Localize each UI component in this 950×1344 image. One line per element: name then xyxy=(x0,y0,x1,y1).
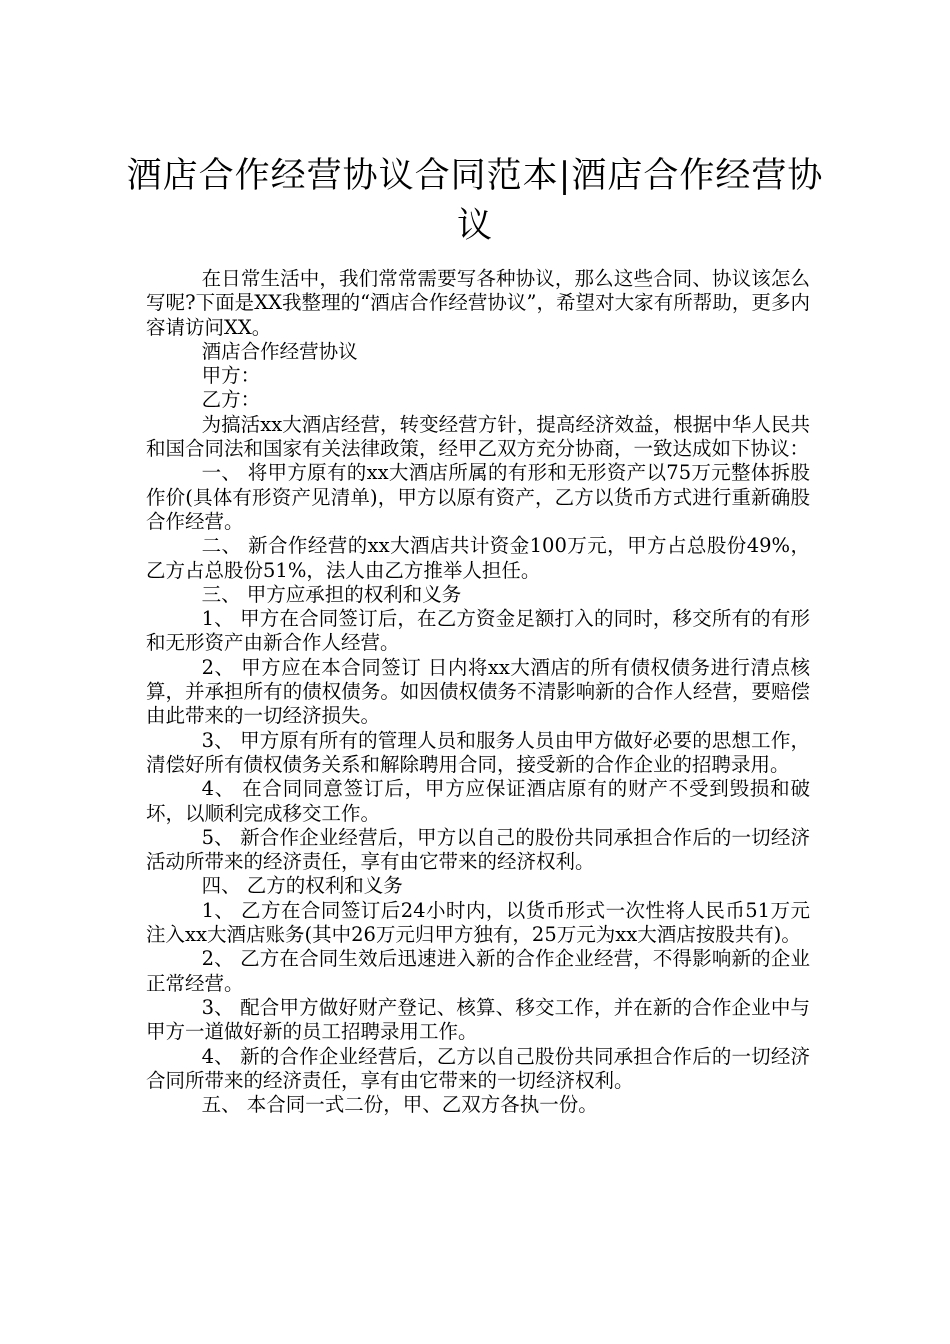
paragraph-agreement-name: 酒店合作经营协议 xyxy=(201,339,358,363)
clause-4-heading: 四、 乙方的权利和义务 xyxy=(201,874,403,898)
paragraph-intro: 在日常生活中，我们常常需要写各种协议，那么这些合同、协议该怎么写呢?下面是XX我整理的“酒店合作经营协议”，希望对大家有所帮助，更多内容请访问XX。 xyxy=(146,267,810,339)
clause-4-item-3: 3、 配合甲方做好财产登记、核算、移交工作，并在新的合作企业中与甲方一道做好新的员工招聘录用工作。 xyxy=(146,995,810,1044)
clause-3-heading: 三、 甲方应承担的权利和义务 xyxy=(201,582,462,606)
clause-3-item-3: 3、 甲方原有所有的管理人员和服务人员由甲方做好必要的思想工作，清偿好所有债权债务关系和解除聘用合同，接受新的合作企业的招聘录用。 xyxy=(146,728,810,776)
clause-2: 二、 新合作经营的xx大酒店共计资金100万元，甲方占总股份49%，乙方占总股份51%，法人由乙方推举人担任。 xyxy=(146,534,810,582)
document-title: 酒店合作经营协议合同范本|酒店合作经营协议 xyxy=(126,156,824,247)
paragraph-party-b: 乙方： xyxy=(201,388,261,412)
clause-3-item-1: 1、 甲方在合同签订后，在乙方资金足额打入的同时，移交所有的有形和无形资产由新合作人经营。 xyxy=(146,607,810,655)
clause-1: 一、 将甲方原有的xx大酒店所属的有形和无形资产以75万元整体拆股作价(具体有形资产见清单)，甲方以原有资产，乙方以货币方式进行重新确股合作经营。 xyxy=(146,461,810,533)
clause-5: 五、 本合同一式二份，甲、乙双方各执一份。 xyxy=(201,1093,598,1117)
clause-3-item-4: 4、 在合同同意签订后，甲方应保证酒店原有的财产不受到毁损和破坏，以顺利完成移交工作。 xyxy=(146,777,810,825)
clause-4-item-1: 1、 乙方在合同签订后24小时内，以货币形式一次性将人民币51万元注入xx大酒店账务(其中26万元归甲方独有，25万元为xx大酒店按股共有)。 xyxy=(146,898,810,947)
clause-3-item-5: 5、 新合作企业经营后，甲方以自己的股份共同承担合作后的一切经济活动所带来的经济责任，享有由它带来的经济权利。 xyxy=(146,825,810,874)
paragraph-preamble: 为搞活xx大酒店经营，转变经营方针，提高经济效益，根据中华人民共和国合同法和国家有关法律政策，经甲乙双方充分协商，一致达成如下协议： xyxy=(146,412,810,461)
paragraph-party-a: 甲方： xyxy=(201,364,261,388)
clause-4-item-4: 4、 新的合作企业经营后，乙方以自己股份共同承担合作后的一切经济合同所带来的经济责任，享有由它带来的一切经济权利。 xyxy=(146,1044,810,1092)
clause-4-item-2: 2、 乙方在合同生效后迅速进入新的合作企业经营，不得影响新的企业正常经营。 xyxy=(146,947,810,995)
clause-3-item-2: 2、 甲方应在本合同签订 日内将xx大酒店的所有债权债务进行清点核算，并承担所有的债权债务。如因债权债务不清影响新的合作人经营，要赔偿由此带来的一切经济损失。 xyxy=(146,655,810,728)
document-body xyxy=(146,267,810,1117)
